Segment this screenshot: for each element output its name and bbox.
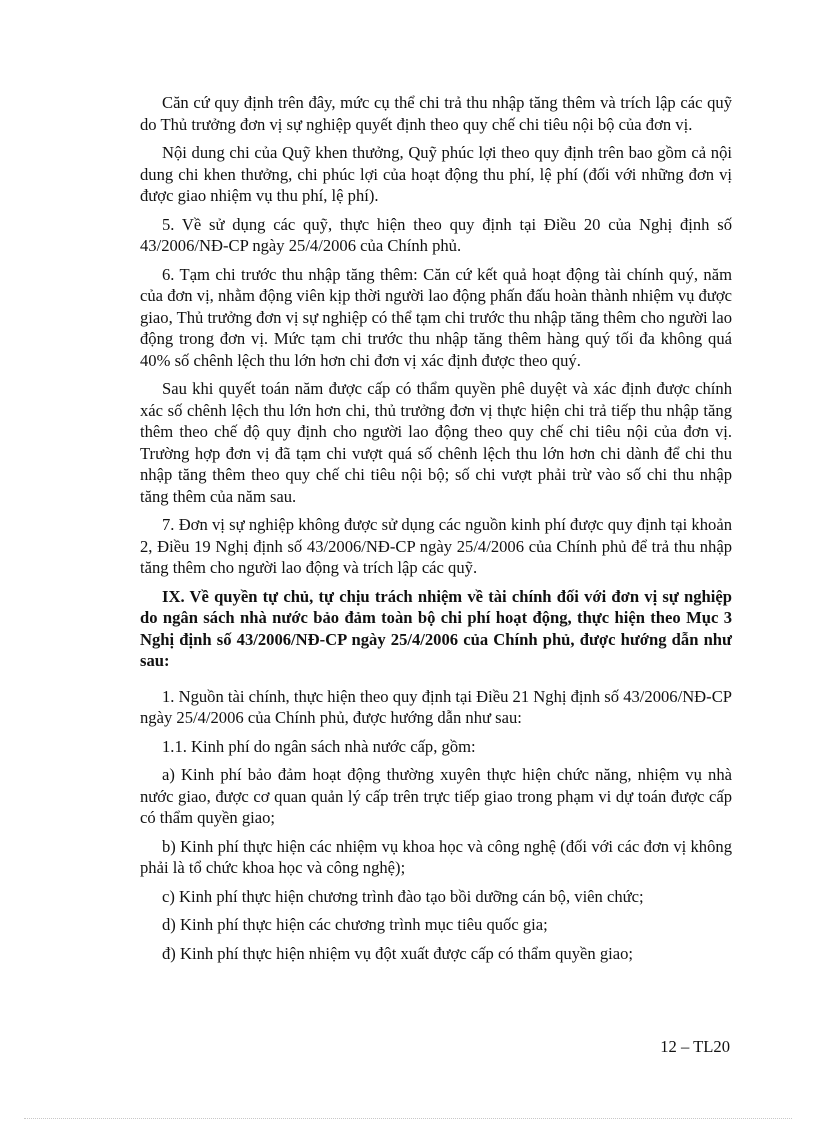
section-heading: IX. Về quyền tự chủ, tự chịu trách nhiệm về tài chính đối với đơn vị sự nghiệp do ngân sách nhà nước bảo đảm toàn bộ chi phí hoạt động, thực hiện theo Mục 3 Nghị định số 43/2006/NĐ-CP ngày 25/4/2006 của Chính phủ, được hướng dẫn như sau: [140, 586, 732, 670]
paragraph: 7. Đơn vị sự nghiệp không được sử dụng các nguồn kinh phí được quy định tại khoản 2, Điều 19 Nghị định số 43/2006/NĐ-CP ngày 25/4/2006 của Chính phủ để trả thu nhập tăng thêm cho người lao động và trích lập các quỹ. [140, 515, 732, 577]
paragraph: Căn cứ quy định trên đây, mức cụ thể chi trả thu nhập tăng thêm và trích lập các quỹ do Thủ trưởng đơn vị sự nghiệp quyết định theo quy chế chi tiêu nội bộ của đơn vị. [140, 93, 732, 134]
paragraph: Sau khi quyết toán năm được cấp có thẩm quyền phê duyệt và xác định được chính xác số chênh lệch thu lớn hơn chi, thủ trưởng đơn vị thực hiện chi trả tiếp thu nhập tăng thêm theo chế độ quy định cho người lao động theo quy chế chi tiêu nội của đơn vị. Trường hợp đơn vị đã tạm chi vượt quá số chênh lệch thu lớn hơn chi dành để chi thu nhập tăng thêm theo quy chế chi tiêu nội bộ; số chi vượt phải trừ vào số chi thu nhập tăng thêm của năm sau. [140, 379, 732, 506]
page-bottom-divider [24, 1118, 792, 1119]
paragraph: a) Kinh phí bảo đảm hoạt động thường xuyên thực hiện chức năng, nhiệm vụ nhà nước giao, được cơ quan quản lý cấp trên trực tiếp giao trong phạm vi dự toán được cấp có thẩm quyền giao; [140, 765, 732, 827]
paragraph: 1.1. Kinh phí do ngân sách nhà nước cấp, gồm: [162, 736, 476, 756]
paragraph: b) Kinh phí thực hiện các nhiệm vụ khoa học và công nghệ (đối với các đơn vị không phải là tổ chức khoa học và công nghệ); [140, 836, 732, 877]
paragraph: 6. Tạm chi trước thu nhập tăng thêm: Căn cứ kết quả hoạt động tài chính quý, năm của đơn vị, nhằm động viên kịp thời người lao động phấn đấu hoàn thành nhiệm vụ được giao, Thủ trưởng đơn vị sự nghiệp có thể tạm chi trước thu nhập tăng thêm cho người lao động trong đơn vị. Mức tạm chi trước thu nhập tăng thêm hàng quý tối đa không quá 40% số chênh lệch thu lớn hơn chi đơn vị xác định được theo quý. [140, 264, 732, 370]
paragraph: đ) Kinh phí thực hiện nhiệm vụ đột xuất được cấp có thẩm quyền giao; [162, 943, 634, 963]
paragraph: Nội dung chi của Quỹ khen thưởng, Quỹ phúc lợi theo quy định trên bao gồm cả nội dung chi khen thưởng, chi phúc lợi của hoạt động thu phí, lệ phí (đối với những đơn vị được giao nhiệm vụ thu phí, lệ phí). [140, 143, 732, 205]
paragraph: d) Kinh phí thực hiện các chương trình mục tiêu quốc gia; [162, 915, 548, 934]
paragraph: 1. Nguồn tài chính, thực hiện theo quy định tại Điều 21 Nghị định số 43/2006/NĐ-CP ngày 25/4/2006 của Chính phủ, được hướng dẫn như sau: [140, 686, 732, 727]
paragraph: c) Kinh phí thực hiện chương trình đào tạo bồi dưỡng cán bộ, viên chức; [162, 886, 644, 906]
paragraph: 5. Về sử dụng các quỹ, thực hiện theo quy định tại Điều 20 của Nghị định số 43/2006/NĐ-CP ngày 25/4/2006 của Chính phủ. [140, 214, 732, 255]
page-number: 12 – TL20 [660, 1037, 730, 1056]
document-body [140, 92, 732, 971]
